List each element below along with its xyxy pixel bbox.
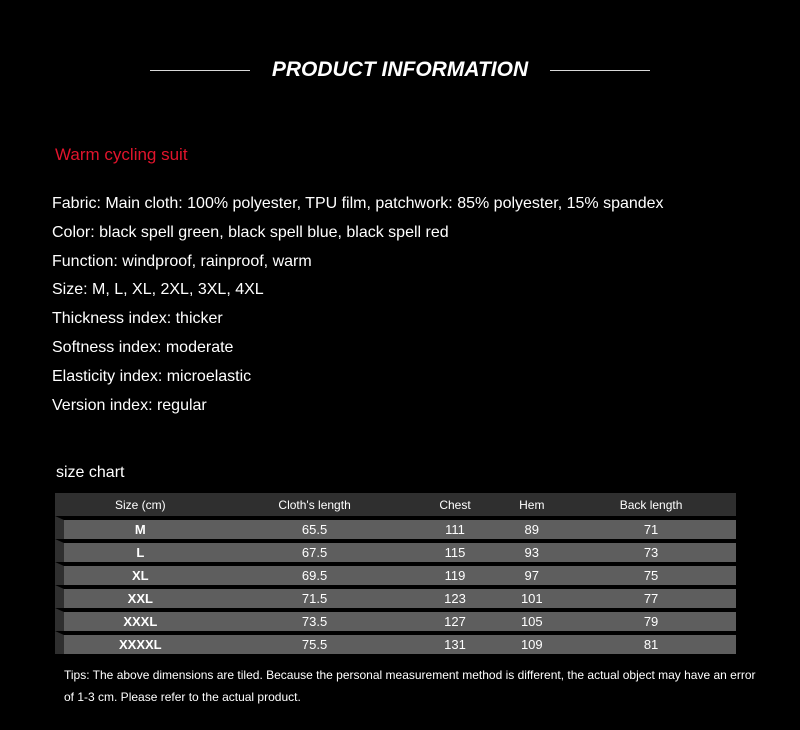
table-cell: 71.5	[217, 585, 413, 608]
page-title: PRODUCT INFORMATION	[271, 58, 529, 81]
table-cell: 115	[413, 539, 498, 562]
table-row	[55, 585, 736, 608]
table-cell: 79	[566, 608, 736, 631]
column-header: Hem	[497, 493, 566, 516]
column-header: Back length	[566, 493, 736, 516]
spec-list	[52, 190, 664, 420]
column-header: Cloth's length	[217, 493, 413, 516]
table-cell: 71	[566, 516, 736, 539]
spec-softness: Softness index: moderate	[52, 338, 234, 356]
size-cell: XXL	[55, 585, 217, 608]
spec-thickness: Thickness index: thicker	[52, 310, 223, 328]
size-cell: L	[55, 539, 217, 562]
header-rule-right	[550, 70, 650, 71]
table-cell: 73.5	[217, 608, 413, 631]
table-cell: 131	[413, 631, 498, 654]
table-row	[55, 562, 736, 585]
table-cell: 75.5	[217, 631, 413, 654]
size-cell: XXXL	[55, 608, 217, 631]
table-cell: 127	[413, 608, 498, 631]
table-row	[55, 516, 736, 539]
table-cell: 77	[566, 585, 736, 608]
tips-note: Tips: The above dimensions are tiled. Because the personal measurement method is different, the actual object may have an error of 1-3 cm. Please refer to the actual product.	[64, 668, 756, 704]
table-row	[55, 608, 736, 631]
size-cell: XL	[55, 562, 217, 585]
table-cell: 93	[497, 539, 566, 562]
table-cell: 109	[497, 631, 566, 654]
spec-function: Function: windproof, rainproof, warm	[52, 252, 312, 270]
table-cell: 89	[497, 516, 566, 539]
size-chart-table	[55, 493, 736, 654]
table-row	[55, 631, 736, 654]
column-header: Chest	[413, 493, 498, 516]
table-cell: 123	[413, 585, 498, 608]
spec-elasticity: Elasticity index: microelastic	[52, 367, 252, 385]
spec-size: Size: M, L, XL, 2XL, 3XL, 4XL	[52, 281, 264, 299]
table-cell: 67.5	[217, 539, 413, 562]
column-header: Size (cm)	[55, 493, 217, 516]
table-cell: 65.5	[217, 516, 413, 539]
spec-fabric: Fabric: Main cloth: 100% polyester, TPU film, patchwork: 85% polyester, 15% spandex	[52, 195, 664, 212]
page-header	[0, 52, 800, 88]
table-cell: 111	[413, 516, 498, 539]
size-chart-label: size chart	[56, 464, 125, 481]
table-cell: 97	[497, 562, 566, 585]
table-header-row	[55, 493, 736, 516]
product-name: Warm cycling suit	[55, 145, 188, 164]
table-cell: 75	[566, 562, 736, 585]
size-cell: XXXXL	[55, 631, 217, 654]
table-cell: 73	[566, 539, 736, 562]
table-cell: 81	[566, 631, 736, 654]
header-rule-left	[150, 70, 250, 71]
table-cell: 101	[497, 585, 566, 608]
table-cell: 69.5	[217, 562, 413, 585]
spec-color: Color: black spell green, black spell blue, black spell red	[52, 223, 449, 241]
table-cell: 105	[497, 608, 566, 631]
table-row	[55, 539, 736, 562]
spec-version: Version index: regular	[52, 396, 207, 414]
size-cell: M	[55, 516, 217, 539]
table-cell: 119	[413, 562, 498, 585]
